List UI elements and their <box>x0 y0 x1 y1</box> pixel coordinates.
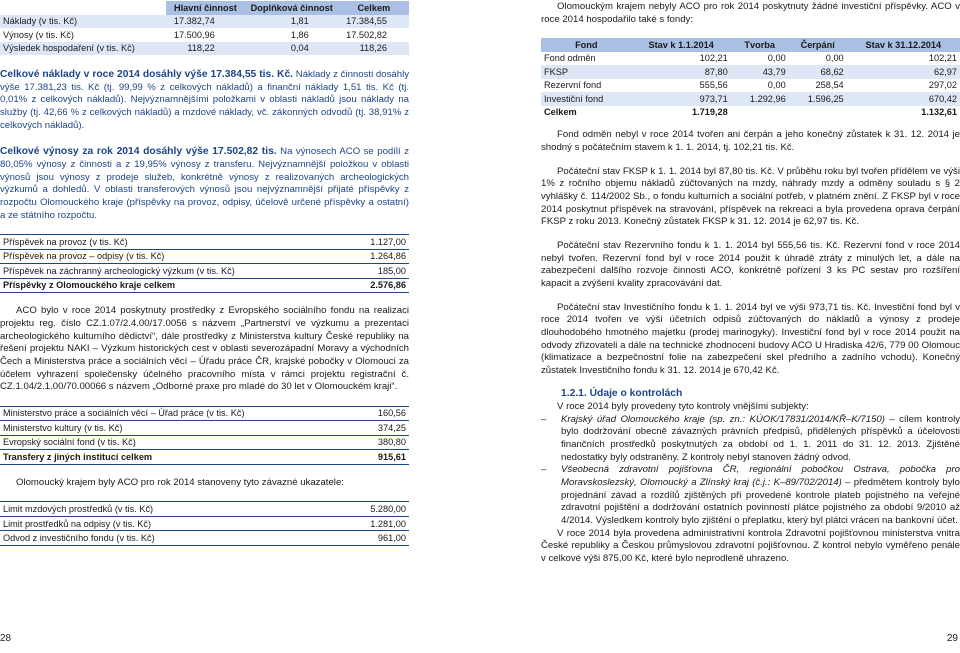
table-row <box>541 65 960 79</box>
table-cell: 915,61 <box>359 450 409 465</box>
table-row <box>0 249 409 264</box>
table-cell: 1.719,28 <box>691 107 728 118</box>
funds-table <box>541 38 960 119</box>
table-cell: Odvod z investičního fondu (v tis. Kč) <box>0 531 323 546</box>
table-cell <box>731 106 789 120</box>
table-total-row <box>0 278 409 293</box>
table-row <box>0 42 409 56</box>
table-total-row <box>0 450 409 465</box>
table-cell: Příspěvek na provoz (v tis. Kč) <box>0 235 348 250</box>
table-row <box>0 406 409 421</box>
table-row <box>541 52 960 66</box>
controls-closing: V roce 2014 byla provedena administrativní kontrola Zdravotní pojišťovnou ministerstva vnitra České republiky a Českou průmyslovou zdravotní pojišťovnou. Z kontrol nebylo vyměřeno penále v celkové výši 875,00 Kč, které bylo neprodleně uhrazeno. <box>541 527 960 564</box>
table-row <box>541 92 960 106</box>
esf-text: ACO bylo v roce 2014 poskytnuty prostředky z Evropského sociálního fondu na realizaci projektu reg. číslo CZ.1.07/2.4.00/17.0056 s názvem „Partnerství ve výzkumu a prezentaci archeologického kulturního dědictví“, dále prostředky z Ministerstva kultury České republiky na řešení projektu NAKI – Výzkum historických cest v oblasti severozápadní Moravy a východních Čech a Ministerstva práce a sociálních věcí – Úřadu práce ČR, krajské pobočky v Olomouci za účelem vyhrazení společensky účelného pracovního místa v rámci projektu registrační č. CZ.1.04/2.1.00/70.00066 s názvem „Odborné praxe pro mladé do 30 let v Olomouckém kraji“. <box>0 305 409 393</box>
table-cell: 1.127,00 <box>348 235 409 250</box>
table-cell: 1.292,96 <box>749 93 786 104</box>
page-number-left: 28 <box>0 633 12 644</box>
table-cell: 17.382,74 <box>173 16 215 27</box>
table-cell: 0,00 <box>825 53 844 64</box>
table-cell: 87,80 <box>704 66 728 77</box>
contributions-table <box>0 234 409 293</box>
limits-text: Olomoucký krajem byly ACO pro rok 2014 stanoveny tyto závazné ukazatele: <box>16 476 344 488</box>
revenue-text: Na výnosech ACO se podílí z 80,05% výnosy z činnosti a z 19,95% výnosy z transferu. Nejvýznamnější položkou v oblasti výnosů jsou výnosy z prodeje služeb, konkrétně výnosy z realizovaných archeologických výzkumů a dohledů. V oblasti transferových výnosů jsou nejvýznamnější přijaté příspěvky z rozpočtu Olomouckého kraje (příspěvky na provoz, odpisy, účelově určené příspěvky a ostatní) a ze státního rozpočtu. <box>0 146 409 221</box>
table-cell: 118,26 <box>359 43 387 54</box>
summary-header-cell: Hlavní činnost <box>166 1 245 15</box>
funds-header-cell: Fond <box>575 39 598 50</box>
table-cell <box>789 106 847 120</box>
summary-header-cell: Celkem <box>339 1 409 15</box>
table-cell: Příspěvek na záchranný archeologický výzkum (v tis. Kč) <box>0 264 348 279</box>
paragraph: Počáteční stav FKSP k 1. 1. 2014 byl 87,80 tis. Kč. V průběhu roku byl tvořen přídělem ve výši 1% z ročního objemu nákladů zúčtovaných na mzdy, náhrady mzdy a odměny souladu s § 2 vyhlášky č. 114/2002 Sb., o fondu kulturních a sociální potřeb, v platném znění. Z FKSP byl v roce 2014 poskytnut příspěvek na stravování, příspěvek na rekreaci a byla provedena oprava čerpání FKSP z roku 2013. Konečný zůstatek FKSP k 31. 12. 2014 je 62,97 tis. Kč. <box>541 165 960 228</box>
paragraph: Počáteční stav Investičního fondu k 1. 1. 2014 byl ve výši 973,71 tis. Kč. Investiční fond byl v roce 2014 tvořen ve výši účetních odpisů zúčtovaných do nákladů a výnosy z prodeje dlouhodobého hmotného majetku (prodej marinogyky). Investiční fond byl v roce 2014 použit na odvody zřizovateli a dále na technické zhodnocení budovy ACO U Hradiska 42/6, 779 00 Olomouc (klimatizace a bezpečnostní folie na zabezpečení skel předního a zadního vchodu). Konečný zůstatek Investičního fondu k 31. 12. 2014 je 670,42 Kč. <box>541 301 960 376</box>
table-cell: 380,80 <box>359 435 409 450</box>
table-cell: Ministerstvo kultury (v tis. Kč) <box>0 421 359 436</box>
table-row <box>0 28 409 42</box>
controls-heading: 1.2.1. Údaje o kontrolách <box>561 388 683 400</box>
table-cell: Fond odměn <box>544 53 596 64</box>
table-row <box>541 79 960 93</box>
table-cell: 973,71 <box>699 93 728 104</box>
table-cell: 961,00 <box>323 531 409 546</box>
table-cell: Výnosy (v tis. Kč) <box>3 29 74 40</box>
paragraph: Počáteční stav Rezervního fondu k 1. 1. 2014 byl 555,56 tis. Kč. Rezervní fond v roce 2014 nebyl tvořen. Rezervní fond byl v roce 2014 použit k úhradě ztráty z minulých let, a dále na zabezpečení dalšího rozvoje činnosti ACO, konkrétně pořízení 3 ks PC sestav pro rozšíření kapacit a zvýšení kvality zpracovávání dat. <box>541 239 960 289</box>
control-subject: Krajský úřad Olomouckého kraje (sp. zn.: KÚOK/17831/2014/KŘ–K/7150) <box>561 413 885 425</box>
table-cell: 43,79 <box>762 66 786 77</box>
table-cell: Náklady (v tis. Kč) <box>3 16 78 27</box>
table-cell: 297,02 <box>928 80 957 91</box>
dash-bullet-icon: – <box>541 413 547 425</box>
controls-intro: V roce 2014 byly provedeny tyto kontroly vnějšími subjekty: <box>557 401 809 413</box>
table-row <box>0 531 409 546</box>
table-cell: 670,42 <box>928 93 957 104</box>
page-number-right: 29 <box>946 633 958 644</box>
table-cell: 102,21 <box>928 53 957 64</box>
table-cell: 185,00 <box>348 264 409 279</box>
funds-header-cell: Stav k 31.12.2014 <box>865 39 942 50</box>
control-description: – předmětem kontroly bylo projednání závad a rozdílů zjištěných při provedené kontrole plateb pojistného na veřejné zdravotní pojištění a dodržování ostatních povinností plátce pojistného za období 9/2010 až 4/2014. Výsledkem kontroly bylo zjištění o přeplatku, který byl plátci vrácen na bankovní účet. <box>561 476 960 526</box>
table-cell: Evropský sociální fond (v tis. Kč) <box>0 435 359 450</box>
table-cell: 17.384,55 <box>346 16 387 27</box>
table-row <box>0 435 409 450</box>
left-page <box>0 0 409 546</box>
table-cell: 1,81 <box>290 16 309 27</box>
summary-table <box>0 1 409 55</box>
limits-table <box>0 501 409 546</box>
table-row <box>0 421 409 436</box>
summary-header-row <box>0 1 409 15</box>
costs-text: Náklady z činnosti dosáhly výše 17.381,23 tis. Kč (tj. 99,99 % z celkových nákladů) a finanční náklady 1,51 tis. Kč (tj. 0,01% z celkových nákladů). Nejvýznamnějšími položkami v oblasti nákladů jsou náklady na služby (tj. 42,66 % z celkových nákladů) a mzdové náklady, vč. zákonných odvodů (tj. 38,91% z celkových nákladů). <box>0 69 409 131</box>
transfers-table <box>0 406 409 465</box>
table-cell: Limit prostředků na odpisy (v tis. Kč) <box>0 516 323 531</box>
table-cell: Investiční fond <box>544 93 604 104</box>
funds-header-cell: Stav k 1.1.2014 <box>648 39 714 50</box>
right-intro: Olomouckým krajem nebyly ACO pro rok 2014 poskytnuty žádné investiční příspěvky. ACO v roce 2014 hospodařilo také s fondy: <box>541 1 960 25</box>
table-row <box>0 264 409 279</box>
control-description: – cílem kontroly bylo dodržování obecně závazných právních předpisů, přidělených příspěvků a účelovosti finančních prostředků poskytnutých za období od 1. 1. 2011 do 31. 12. 2013. Zjištěné nedostatky byly odstraněny. Z kontroly nebyl stanoven žádný odvod. <box>561 413 960 463</box>
dash-bullet-icon: – <box>541 464 547 476</box>
table-cell: Ministerstvo práce a sociálních věcí – Úřad práce (v tis. Kč) <box>0 406 359 421</box>
list-item <box>541 414 960 465</box>
paragraph: Fond odměn nebyl v roce 2014 tvořen ani čerpán a jeho konečný zůstatek k 31. 12. 2014 je shodný s počátečním stavem k 1. 1. 2014, tj. 102,21 tis. Kč. <box>541 129 960 153</box>
table-cell: 160,56 <box>359 406 409 421</box>
table-cell: 102,21 <box>699 53 728 64</box>
table-cell: 17.500,96 <box>173 29 215 40</box>
limits-section <box>0 477 409 490</box>
table-cell: FKSP <box>544 66 568 77</box>
table-cell: 17.502,82 <box>346 29 387 40</box>
table-cell: 555,56 <box>699 80 728 91</box>
funds-header-cell: Tvorba <box>744 39 776 50</box>
table-cell: 0,04 <box>290 43 309 54</box>
right-page <box>541 0 960 566</box>
revenue-section <box>0 145 409 222</box>
funds-header-cell: Čerpání <box>800 39 835 50</box>
table-row <box>0 15 409 29</box>
table-cell: 0,00 <box>767 80 786 91</box>
costs-heading: Celkové náklady v roce 2014 dosáhly výše 17.384,55 tis. Kč. <box>0 69 294 80</box>
funds-header-row <box>541 38 960 52</box>
table-row <box>0 516 409 531</box>
table-cell: Transfery z jiných institucí celkem <box>0 450 359 465</box>
table-total-row <box>541 106 960 120</box>
table-row <box>0 502 409 517</box>
table-cell: 68,62 <box>820 66 844 77</box>
table-cell: 5.280,00 <box>323 502 409 517</box>
table-cell: 2.576,86 <box>348 278 409 293</box>
table-cell: 0,00 <box>767 53 786 64</box>
table-cell: 1.132,61 <box>921 107 957 118</box>
table-cell: Rezervní fond <box>544 80 602 91</box>
costs-section <box>0 68 409 132</box>
table-cell: Příspěvek na provoz – odpisy (v tis. Kč) <box>0 249 348 264</box>
control-subject: Všeobecná zdravotní pojišťovna ČR, regionální pobočkou Ostrava, pobočka pro Moravskoslezský, Olomoucký a Zlínský kraj (č.j.: K–89/702/2014) <box>561 464 960 488</box>
controls-section <box>541 387 960 565</box>
summary-header-cell <box>0 1 166 15</box>
table-cell: Celkem <box>544 107 577 118</box>
table-cell: 118,22 <box>187 43 215 54</box>
revenue-heading: Celkové výnosy za rok 2014 dosáhly výše 17.502,82 tis. <box>0 146 277 158</box>
table-cell: 1,86 <box>290 29 309 40</box>
table-cell: Limit mzdových prostředků (v tis. Kč) <box>0 502 323 517</box>
table-cell: 258,54 <box>815 80 844 91</box>
table-cell: 62,97 <box>934 66 957 77</box>
table-row <box>0 235 409 250</box>
table-cell: 1.596,25 <box>807 93 844 104</box>
table-cell: Výsledek hospodaření (v tis. Kč) <box>3 43 135 54</box>
table-cell: 1.281,00 <box>323 516 409 531</box>
list-item <box>541 464 960 527</box>
table-cell: 374,25 <box>359 421 409 436</box>
summary-header-cell: Doplňková činnost <box>245 1 339 15</box>
esf-section <box>0 305 409 394</box>
table-cell: Příspěvky z Olomouckého kraje celkem <box>0 278 348 293</box>
table-cell: 1.264,86 <box>348 249 409 264</box>
